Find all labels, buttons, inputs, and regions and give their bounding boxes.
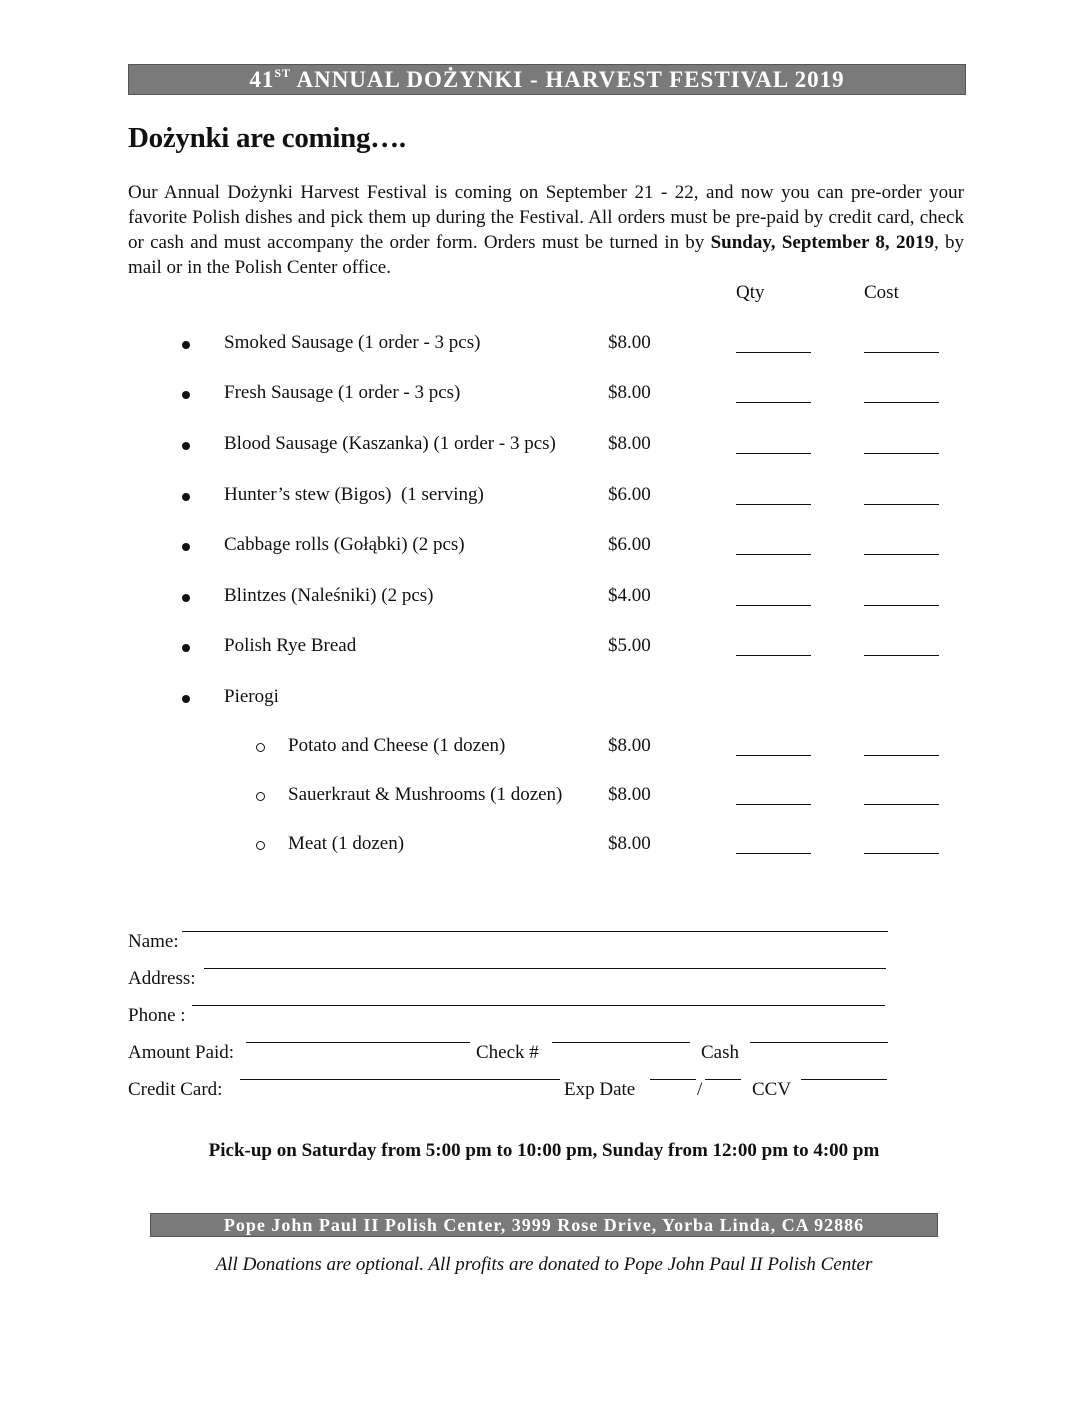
item-price: $8.00 <box>608 382 651 403</box>
amount-paid-label: Amount Paid: <box>128 1042 235 1063</box>
bullet-icon <box>182 391 190 399</box>
festival-banner <box>128 64 966 95</box>
phone-row <box>128 1005 890 1033</box>
item-name: Blood Sausage (Kaszanka) (1 order - 3 pcs) <box>224 433 556 454</box>
menu-item <box>0 332 1088 360</box>
item-name: Sauerkraut & Mushrooms (1 dozen) <box>288 784 563 805</box>
footer-address-bar: Pope John Paul II Polish Center, 3999 Rose Drive, Yorba Linda, CA 92886 <box>150 1213 938 1237</box>
qty-field[interactable] <box>736 453 811 454</box>
cost-header: Cost <box>864 282 899 303</box>
item-name: Hunter’s stew (Bigos) (1 serving) <box>224 484 484 505</box>
item-name: Polish Rye Bread <box>224 635 357 656</box>
circle-bullet-icon <box>256 841 265 850</box>
qty-header: Qty <box>736 282 765 303</box>
pierogi-item <box>0 784 1088 812</box>
cost-field[interactable] <box>864 655 939 656</box>
item-price: $8.00 <box>608 332 651 353</box>
cost-field[interactable] <box>864 453 939 454</box>
item-name: Blintzes (Naleśniki) (2 pcs) <box>224 585 434 606</box>
menu-item <box>0 635 1088 663</box>
intro-text-1: Our Annual Dożynki Harvest Festival is coming on September 21 - 22, and now you can pre-order your favorite Polish dishes and pick them up during the Festival. All orders must be pre-paid by credit card, check or cash and must accompany the order form. Orders must be turned in by <box>128 182 964 253</box>
name-label: Name: <box>128 931 179 952</box>
item-name: Fresh Sausage (1 order - 3 pcs) <box>224 382 461 403</box>
pierogi-item <box>0 735 1088 763</box>
intro-paragraph <box>128 180 964 280</box>
phone-field[interactable] <box>192 1005 885 1006</box>
circle-bullet-icon <box>256 792 265 801</box>
payment-row <box>128 1042 890 1070</box>
credit-card-label: Credit Card: <box>128 1079 223 1100</box>
qty-field[interactable] <box>736 755 811 756</box>
item-price: $6.00 <box>608 484 651 505</box>
bullet-icon <box>182 695 190 703</box>
intro-text-2: , by mail or in the Polish Center office. <box>128 232 965 278</box>
item-price: $5.00 <box>608 635 651 656</box>
qty-field[interactable] <box>736 352 811 353</box>
qty-field[interactable] <box>736 605 811 606</box>
exp-year-field[interactable] <box>705 1079 741 1080</box>
page-title: Dożynki are coming…. <box>128 122 406 154</box>
cost-field[interactable] <box>864 804 939 805</box>
exp-separator: / <box>697 1079 703 1100</box>
menu-item <box>0 484 1088 512</box>
qty-field[interactable] <box>736 655 811 656</box>
item-name: Smoked Sausage (1 order - 3 pcs) <box>224 332 481 353</box>
qty-field[interactable] <box>736 504 811 505</box>
bullet-icon <box>182 644 190 652</box>
check-label: Check # <box>476 1042 539 1063</box>
menu-item <box>0 433 1088 461</box>
pierogi-item <box>0 833 1088 861</box>
pickup-info: Pick-up on Saturday from 5:00 pm to 10:00 pm, Sunday from 12:00 pm to 4:00 pm <box>208 1140 880 1161</box>
amount-paid-field[interactable] <box>246 1042 470 1043</box>
item-price: $8.00 <box>608 735 651 756</box>
item-name: Cabbage rolls (Gołąbki) (2 pcs) <box>224 534 465 555</box>
item-price: $8.00 <box>608 784 651 805</box>
exp-date-label: Exp Date <box>564 1079 636 1100</box>
address-row <box>128 968 890 996</box>
menu-item <box>0 382 1088 410</box>
bullet-icon <box>182 594 190 602</box>
cash-field[interactable] <box>750 1042 888 1043</box>
name-row <box>128 931 890 959</box>
cash-label: Cash <box>701 1042 739 1063</box>
banner-rest: ANNUAL DOŻYNKI - HARVEST FESTIVAL 2019 <box>291 67 845 92</box>
bullet-icon <box>182 543 190 551</box>
qty-field[interactable] <box>736 402 811 403</box>
cost-field[interactable] <box>864 504 939 505</box>
item-price: $4.00 <box>608 585 651 606</box>
ccv-label: CCV <box>752 1079 792 1100</box>
bullet-icon <box>182 341 190 349</box>
exp-month-field[interactable] <box>650 1079 696 1080</box>
item-name: Meat (1 dozen) <box>288 833 405 854</box>
credit-card-field[interactable] <box>240 1079 560 1080</box>
item-name: Potato and Cheese (1 dozen) <box>288 735 506 756</box>
bullet-icon <box>182 493 190 501</box>
bullet-icon <box>182 442 190 450</box>
address-label: Address: <box>128 968 196 989</box>
cost-field[interactable] <box>864 352 939 353</box>
cost-field[interactable] <box>864 554 939 555</box>
banner-superscript: ST <box>274 66 291 81</box>
cost-field[interactable] <box>864 853 939 854</box>
menu-item <box>0 585 1088 613</box>
qty-field[interactable] <box>736 804 811 805</box>
phone-label: Phone : <box>128 1005 186 1026</box>
item-price: $6.00 <box>608 534 651 555</box>
address-field[interactable] <box>204 968 886 969</box>
intro-deadline: Sunday, September 8, 2019 <box>710 232 934 253</box>
credit-card-row <box>128 1079 890 1107</box>
qty-field[interactable] <box>736 853 811 854</box>
item-price: $8.00 <box>608 433 651 454</box>
check-number-field[interactable] <box>552 1042 690 1043</box>
item-name: Pierogi <box>224 686 279 707</box>
cost-field[interactable] <box>864 402 939 403</box>
menu-item-pierogi <box>0 686 1088 714</box>
banner-prefix: 41 <box>249 67 275 92</box>
donation-note: All Donations are optional. All profits are donated to Pope John Paul II Polish Center <box>215 1254 873 1275</box>
item-price: $8.00 <box>608 833 651 854</box>
circle-bullet-icon <box>256 743 265 752</box>
menu-item <box>0 534 1088 562</box>
name-field[interactable] <box>182 931 888 932</box>
qty-field[interactable] <box>736 554 811 555</box>
cost-field[interactable] <box>864 755 939 756</box>
cost-field[interactable] <box>864 605 939 606</box>
ccv-field[interactable] <box>801 1079 887 1080</box>
